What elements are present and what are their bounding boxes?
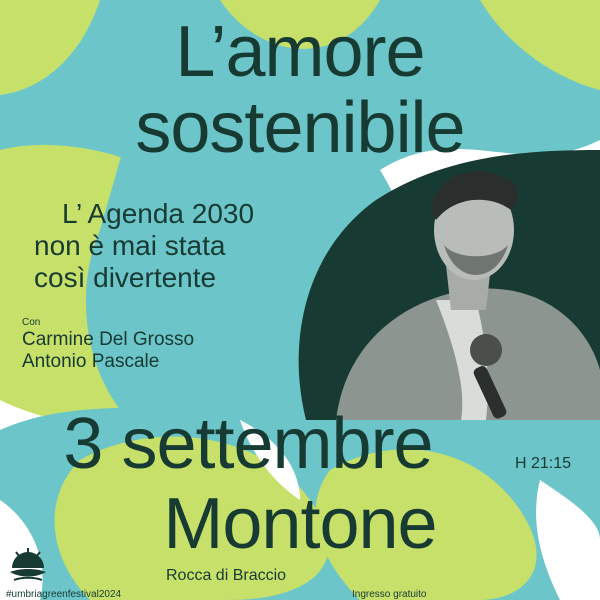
event-time: H 21:15: [515, 455, 572, 472]
title-line-2: sostenibile: [135, 88, 465, 168]
entry-info: Ingresso gratuito: [352, 589, 427, 600]
with-label: Con: [22, 317, 41, 328]
guest-name-2: Antonio Pascale: [22, 351, 160, 372]
guest-name-1: Carmine Del Grosso: [22, 329, 195, 350]
hashtag: #umbriagreenfestival2024: [6, 589, 122, 600]
event-venue: Rocca di Braccio: [166, 567, 287, 584]
title-line-1: L’amore: [175, 12, 425, 92]
event-city: Montone: [163, 484, 437, 564]
sun-leaf-logo-icon: [8, 548, 48, 584]
subtitle-line-2: non è mai stata: [34, 230, 226, 261]
subtitle-line-3: così divertente: [34, 262, 217, 293]
speaker-photo: [296, 150, 600, 420]
event-date: 3 settembre: [63, 404, 433, 484]
subtitle-line-1: L’ Agenda 2030: [62, 198, 255, 229]
